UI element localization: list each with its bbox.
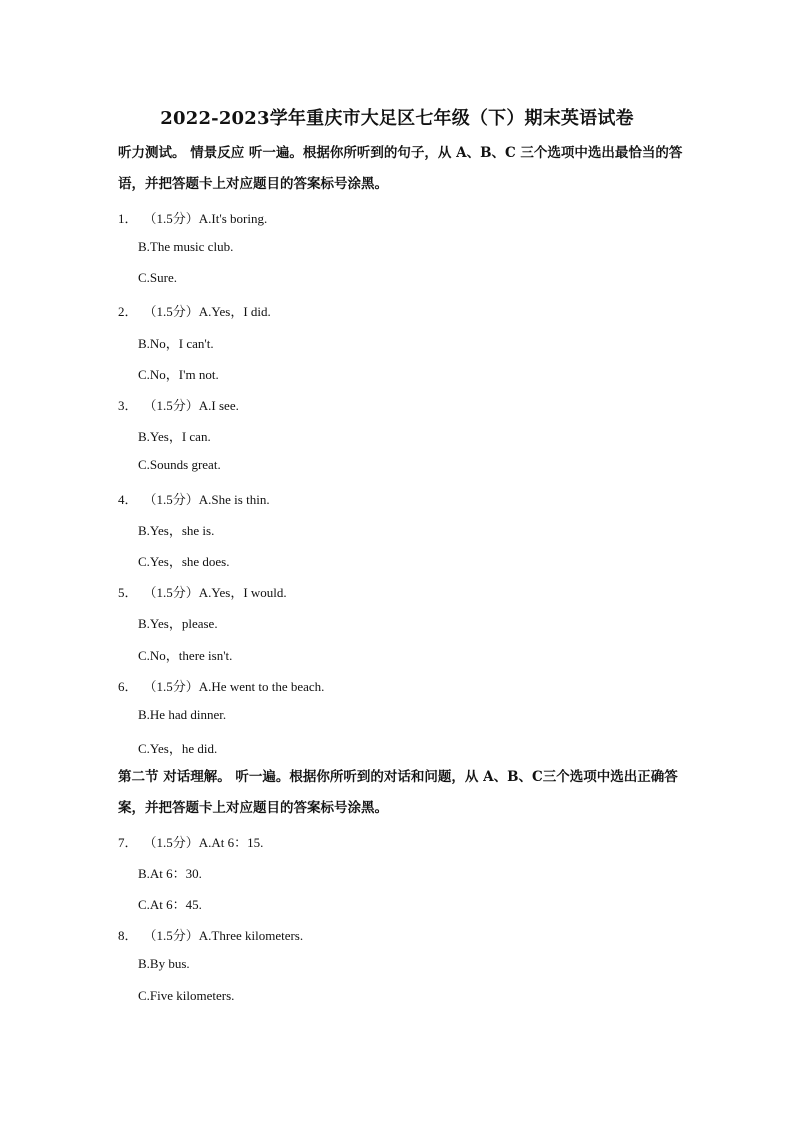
option-b: B.Yes，please. (138, 616, 218, 631)
question-number: 8． (118, 928, 138, 943)
option-b: B.No，I can't. (138, 336, 214, 351)
question-score: （1.5分） (143, 835, 199, 850)
question-number: 5． (118, 585, 138, 600)
section1-heading: 听力测试。 情景反应 听一遍。根据你所听到的句子，从 A、B、C 三个选项中选出最恰当的答语，并把答题卡上对应题目的答案标号涂黑。 (118, 145, 683, 192)
option-c: C.No，there isn't. (138, 648, 233, 663)
question-number: 3． (118, 398, 138, 413)
question-4 (118, 489, 270, 508)
page-title: 2022-2023学年重庆市大足区七年级（下）期末英语试卷 (160, 108, 634, 129)
option-b: B.At 6：30. (138, 866, 202, 881)
question-6 (118, 676, 324, 695)
question-2 (118, 301, 271, 320)
option-a: A.Yes，I would. (198, 585, 287, 600)
option-a: A.He went to the beach. (198, 679, 325, 694)
option-c: C.Sure. (138, 270, 177, 285)
option-c: C.No，I'm not. (138, 367, 219, 382)
question-number: 6． (118, 679, 138, 694)
question-number: 4． (118, 492, 138, 507)
option-b: B.Yes，she is. (138, 523, 215, 538)
question-score: （1.5分） (143, 304, 199, 319)
option-b: B.He had dinner. (138, 707, 227, 722)
option-a: A.Three kilometers. (198, 928, 304, 943)
question-8 (118, 925, 303, 944)
option-a: A.Yes，I did. (198, 304, 271, 319)
option-a: A.It's boring. (198, 211, 268, 226)
question-number: 7． (118, 835, 138, 850)
question-score: （1.5分） (143, 492, 199, 507)
option-c: C.Five kilometers. (138, 988, 235, 1003)
option-a: A.She is thin. (198, 492, 270, 507)
option-b: B.The music club. (138, 239, 234, 254)
question-number: 2． (118, 304, 138, 319)
question-score: （1.5分） (143, 585, 199, 600)
question-5 (118, 582, 287, 601)
option-c: C.At 6：45. (138, 897, 202, 912)
option-b: B.Yes，I can. (138, 429, 211, 444)
option-a: A.At 6：15. (198, 835, 264, 850)
option-a: A.I see. (198, 398, 239, 413)
option-c: C.Yes，she does. (138, 554, 230, 569)
question-score: （1.5分） (143, 928, 199, 943)
option-c: C.Yes，he did. (138, 741, 218, 756)
question-1 (118, 208, 267, 227)
question-score: （1.5分） (143, 211, 199, 226)
section2-heading: 第二节 对话理解。 听一遍。根据你所听到的对话和问题，从 A、B、C三个选项中选出正确答案，并把答题卡上对应题目的答案标号涂黑。 (118, 769, 678, 816)
question-3 (118, 395, 239, 414)
option-c: C.Sounds great. (138, 457, 221, 472)
question-score: （1.5分） (143, 679, 199, 694)
question-7 (118, 832, 263, 851)
question-number: 1． (118, 211, 138, 226)
option-b: B.By bus. (138, 956, 190, 971)
question-score: （1.5分） (143, 398, 199, 413)
